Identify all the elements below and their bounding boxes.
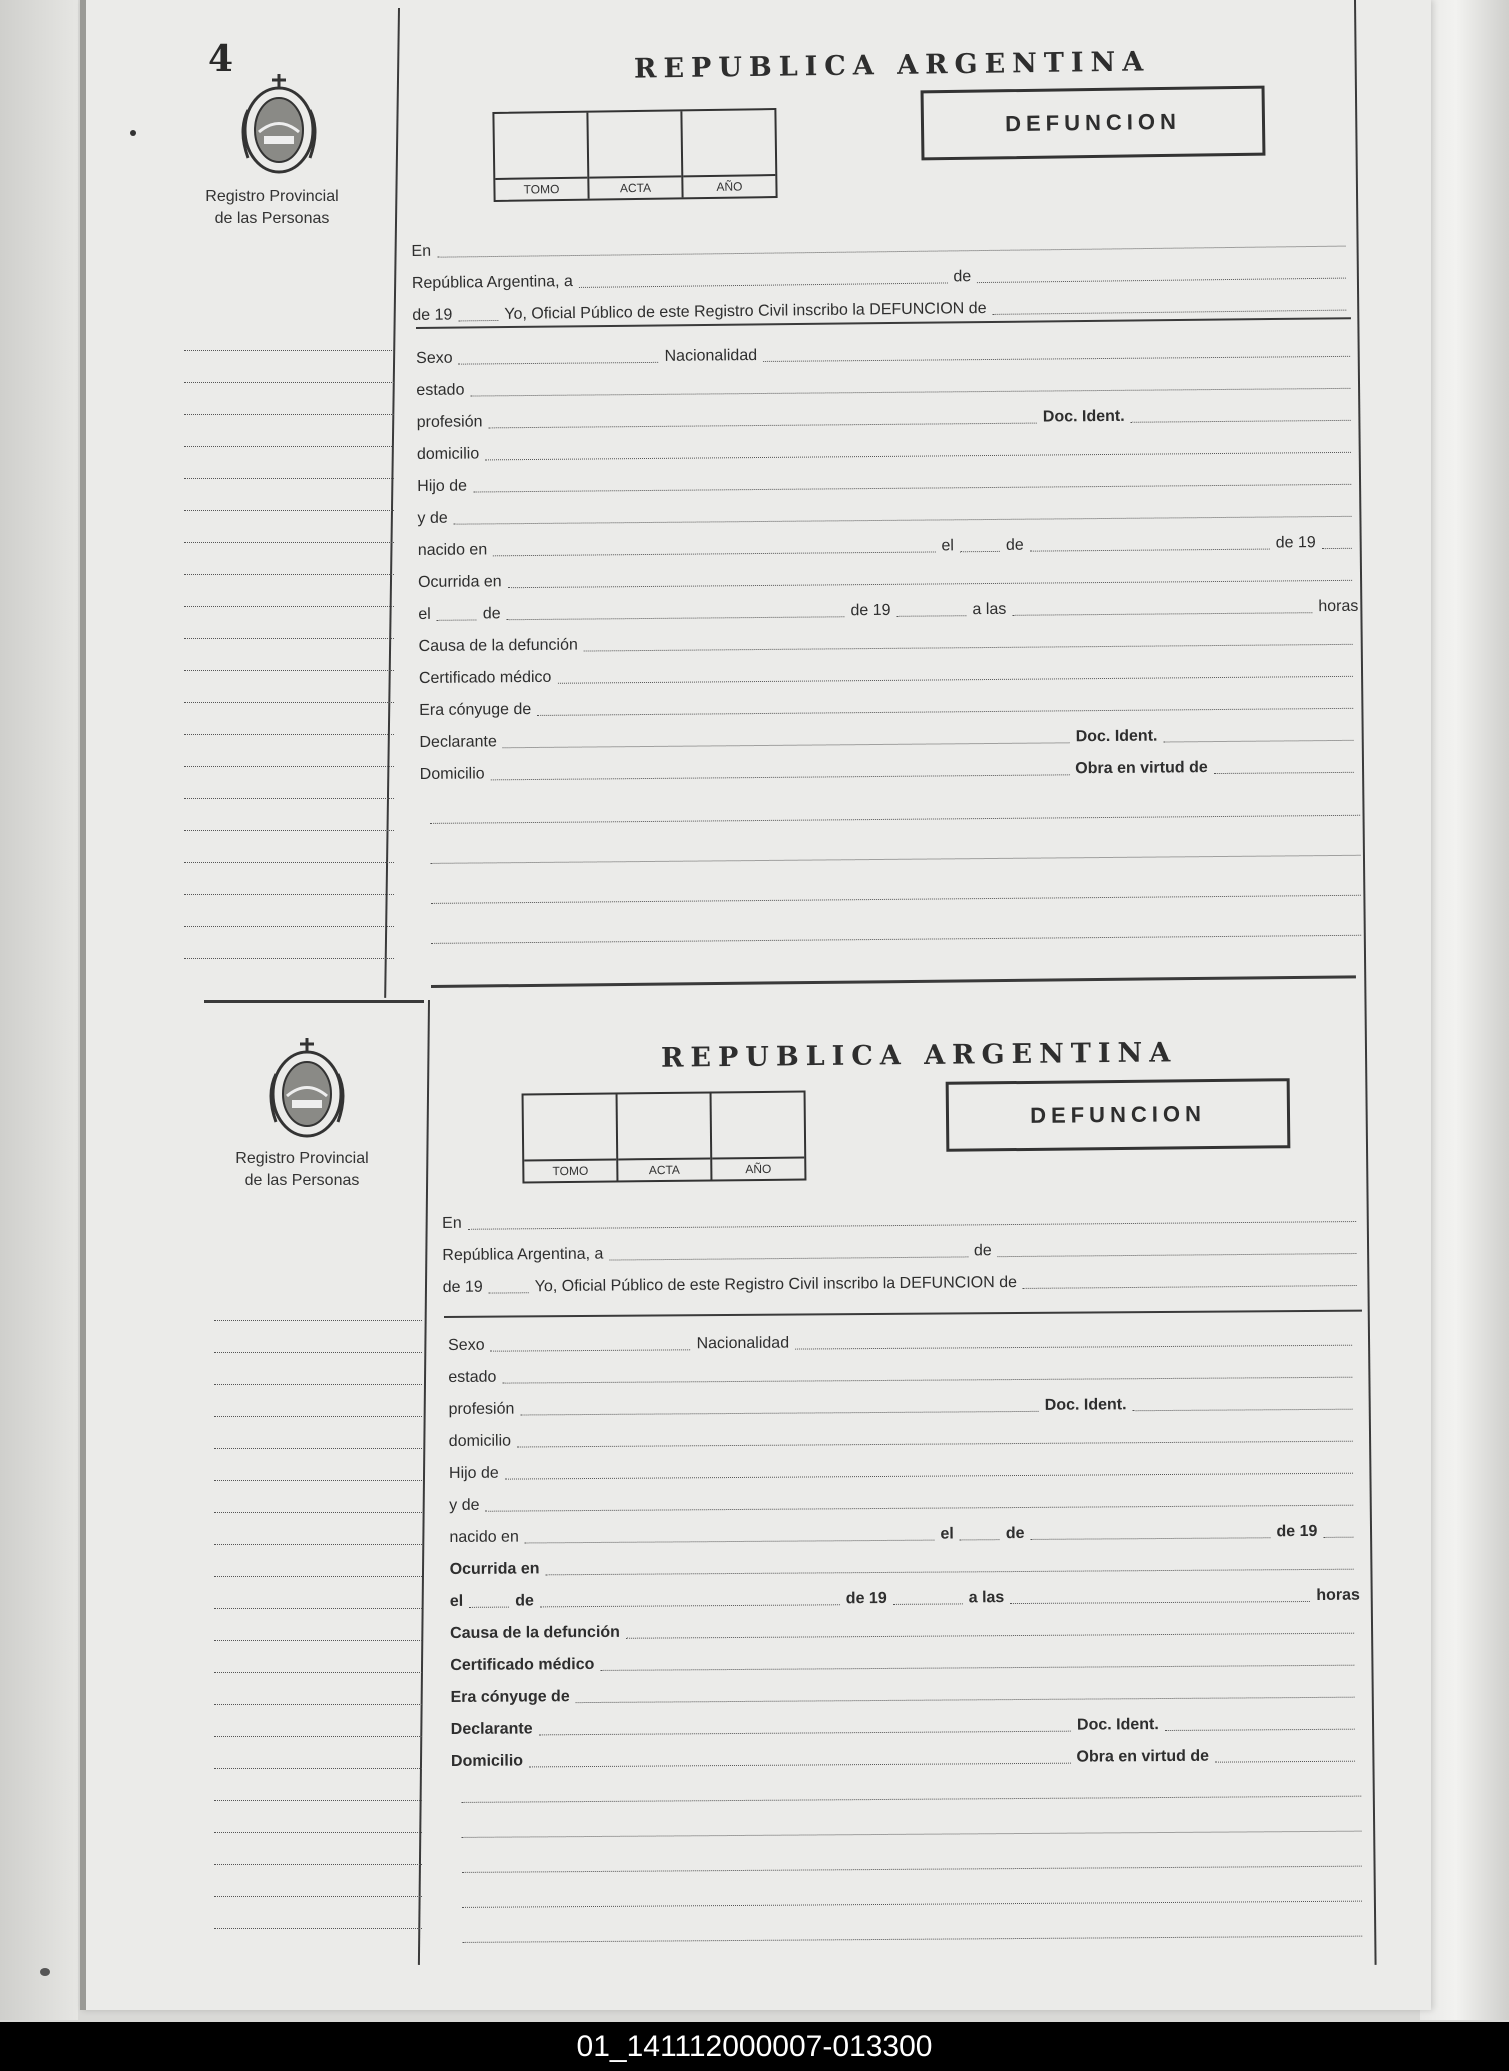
de19-label: de 19: [412, 306, 453, 324]
death-year-blank[interactable]: [893, 1603, 963, 1604]
conyuge-label: Era cónyuge de: [450, 1688, 570, 1706]
domicilio-row[interactable]: [449, 1422, 1359, 1452]
nacionalidad-blank[interactable]: [763, 356, 1350, 362]
hour-blank[interactable]: [1012, 612, 1312, 616]
book-spine-left: [0, 0, 78, 2020]
profesion-row[interactable]: [448, 1390, 1358, 1420]
margin-line[interactable]: [214, 1320, 422, 1321]
page-number: 4: [208, 38, 234, 80]
page-stack-right: [1420, 0, 1509, 2020]
el-label-2: el: [418, 605, 431, 623]
profesion-blank[interactable]: [520, 1411, 1038, 1416]
volume-record-table: [492, 108, 777, 202]
country-title: REPUBLICA ARGENTINA: [660, 1037, 1178, 1074]
birth-month-blank[interactable]: [1030, 549, 1270, 552]
margin-line[interactable]: [184, 830, 394, 831]
tomo-label: TOMO: [495, 177, 587, 200]
anio-cell[interactable]: [682, 110, 775, 197]
margin-line[interactable]: [184, 350, 394, 351]
conyuge-row[interactable]: [419, 689, 1359, 721]
date-row[interactable]: [412, 259, 1352, 294]
margin-line[interactable]: [214, 1864, 422, 1865]
margin-line[interactable]: [214, 1576, 422, 1577]
declarante-label: Declarante: [450, 1720, 533, 1738]
el-label-2: el: [449, 1592, 464, 1610]
note-line[interactable]: [462, 1901, 1362, 1908]
de19-label-2: de 19: [850, 601, 891, 620]
margin-line[interactable]: [184, 510, 394, 511]
horas-label: horas: [1318, 597, 1359, 616]
registry-label: [172, 186, 372, 230]
note-line[interactable]: [430, 815, 1360, 824]
de-label: de: [1005, 1524, 1025, 1543]
margin-line[interactable]: [184, 446, 394, 447]
date-day-blank[interactable]: [579, 282, 948, 288]
margin-line[interactable]: [214, 1448, 422, 1449]
right-border: [1354, 0, 1377, 1965]
margin-line[interactable]: [214, 1608, 422, 1609]
date-row[interactable]: [442, 1234, 1362, 1266]
el-label: el: [941, 537, 955, 555]
record-type-box: DEFUNCION: [921, 86, 1266, 161]
el-label: el: [940, 1525, 954, 1543]
doc-ident-blank[interactable]: [1131, 420, 1351, 423]
nacido-en-label: nacido en: [417, 541, 488, 559]
sexo-row[interactable]: [448, 1326, 1358, 1356]
margin-line[interactable]: [184, 638, 394, 639]
hour-blank[interactable]: [1010, 1601, 1310, 1604]
causa-blank[interactable]: [626, 1633, 1354, 1639]
registry-line-1: Registro Provincial: [235, 1150, 369, 1167]
domicilio-blank[interactable]: [517, 1441, 1353, 1448]
profesion-row[interactable]: [417, 401, 1357, 433]
tomo-cell[interactable]: [524, 1094, 619, 1181]
sexo-blank[interactable]: [459, 362, 659, 365]
margin-line[interactable]: [214, 1352, 422, 1353]
nacido-row[interactable]: [418, 529, 1358, 561]
conyuge-label: Era cónyuge de: [419, 701, 532, 719]
registry-label: [202, 1148, 402, 1192]
statement-row[interactable]: [443, 1266, 1363, 1298]
margin-line[interactable]: [184, 574, 394, 575]
estado-label: estado: [448, 1368, 497, 1386]
de-19-label: de 19: [1275, 534, 1316, 552]
certificado-blank[interactable]: [557, 676, 1352, 684]
registry-line-2: de las Personas: [214, 210, 330, 227]
nacionalidad-label: Nacionalidad: [696, 1334, 790, 1353]
note-line[interactable]: [462, 1831, 1362, 1838]
causa-label: Causa de la defunción: [450, 1623, 620, 1642]
margin-line[interactable]: [184, 478, 394, 479]
ink-mark: [40, 1968, 50, 1976]
estado-blank[interactable]: [502, 1377, 1352, 1384]
death-day-blank[interactable]: [437, 619, 477, 620]
birth-year-blank[interactable]: [1323, 1537, 1353, 1538]
doc-ident-blank-2[interactable]: [1165, 1729, 1355, 1731]
margin-line[interactable]: [184, 894, 394, 895]
a-las-label: a las: [972, 600, 1007, 619]
horas-label: horas: [1316, 1586, 1360, 1604]
margin-line[interactable]: [184, 766, 394, 767]
tomo-cell[interactable]: [494, 113, 589, 200]
margin-line[interactable]: [214, 1928, 422, 1929]
declarante-row[interactable]: [451, 1710, 1361, 1740]
statement-text: Yo, Oficial Público de este Registro Civil inscribo la DEFUNCION de: [504, 299, 987, 323]
margin-line[interactable]: [214, 1736, 422, 1737]
ocurrida-en-label: Ocurrida en: [417, 573, 502, 591]
note-line[interactable]: [431, 895, 1361, 904]
acta-cell[interactable]: [618, 1093, 713, 1180]
margin-rule-bottom: [418, 1000, 430, 1965]
de-label-2: de: [482, 605, 501, 623]
domicilio-label-2: Domicilio: [450, 1752, 524, 1770]
deceased-name-blank[interactable]: [993, 310, 1347, 315]
doc-ident-blank[interactable]: [1133, 1409, 1353, 1412]
de19-label-2: de 19: [845, 1589, 887, 1608]
margin-line[interactable]: [184, 542, 394, 543]
anio-label: AÑO: [683, 174, 775, 197]
mother-blank[interactable]: [454, 516, 1352, 525]
mother-blank[interactable]: [485, 1505, 1353, 1512]
margin-line[interactable]: [214, 1544, 422, 1545]
country-title: REPUBLICA ARGENTINA: [633, 46, 1151, 85]
de-19-label: de 19: [1276, 1522, 1318, 1541]
sexo-label: Sexo: [448, 1336, 485, 1354]
doc-ident-label: Doc. Ident.: [1044, 1396, 1127, 1414]
death-month-blank[interactable]: [540, 1604, 840, 1607]
margin-line[interactable]: [214, 1672, 422, 1673]
obra-label: Obra en virtud de: [1075, 759, 1208, 778]
domicilio2-row[interactable]: [420, 753, 1360, 785]
causa-row[interactable]: [450, 1614, 1360, 1644]
causa-label: Causa de la defunción: [418, 636, 578, 655]
death-year-blank[interactable]: [897, 615, 967, 617]
coat-of-arms-icon: [262, 1034, 352, 1146]
hijo-row[interactable]: [449, 1454, 1359, 1484]
volume-record-table: [522, 1091, 807, 1184]
estado-row[interactable]: [416, 369, 1356, 401]
acta-cell[interactable]: [588, 111, 683, 198]
deceased-name-blank[interactable]: [1023, 1285, 1357, 1289]
y-de-row[interactable]: [417, 497, 1357, 529]
certificado-row[interactable]: [450, 1646, 1360, 1676]
margin-line[interactable]: [214, 1832, 422, 1833]
margin-line[interactable]: [184, 926, 394, 927]
causa-blank[interactable]: [584, 644, 1353, 652]
margin-line[interactable]: [214, 1416, 422, 1417]
certificado-label: Certificado médico: [450, 1655, 595, 1674]
certificado-label: Certificado médico: [418, 668, 552, 687]
margin-line[interactable]: [214, 1384, 422, 1385]
profesion-blank[interactable]: [489, 423, 1037, 429]
ocurrida-row[interactable]: [418, 561, 1358, 593]
statement-text: Yo, Oficial Público de este Registro Civil inscribo la DEFUNCION de: [534, 1273, 1018, 1296]
sexo-blank[interactable]: [491, 1349, 691, 1351]
conyuge-blank[interactable]: [537, 708, 1353, 716]
de19-label: de 19: [442, 1278, 483, 1296]
margin-line[interactable]: [184, 606, 394, 607]
birth-month-blank[interactable]: [1031, 1537, 1271, 1540]
death-place-blank[interactable]: [508, 580, 1352, 588]
note-line[interactable]: [461, 1796, 1361, 1803]
profesion-label: profesión: [448, 1400, 515, 1418]
hijo-de-label: Hijo de: [448, 1464, 499, 1482]
margin-line[interactable]: [184, 862, 394, 863]
date-month-blank[interactable]: [998, 1253, 1357, 1257]
date-day-blank[interactable]: [609, 1256, 968, 1260]
declarante-label: Declarante: [419, 733, 497, 751]
doc-ident-label: Doc. Ident.: [1042, 407, 1125, 426]
domicilio-blank[interactable]: [485, 452, 1351, 461]
birthplace-blank[interactable]: [493, 551, 935, 556]
margin-line[interactable]: [214, 1480, 422, 1481]
note-line[interactable]: [462, 1866, 1362, 1873]
ink-dot: [130, 130, 136, 136]
doc-ident-label-2: Doc. Ident.: [1076, 1716, 1159, 1734]
domicilio-label: domicilio: [448, 1432, 512, 1450]
anio-label: AÑO: [712, 1157, 804, 1180]
acta-label: ACTA: [618, 1158, 710, 1181]
margin-line[interactable]: [184, 382, 394, 383]
nacionalidad-label: Nacionalidad: [664, 347, 758, 365]
place-row[interactable]: [442, 1202, 1362, 1234]
death-day-blank[interactable]: [469, 1607, 509, 1608]
registry-line-2: de las Personas: [244, 1172, 360, 1189]
y-de-row[interactable]: [449, 1486, 1359, 1516]
margin-line[interactable]: [214, 1640, 422, 1641]
tomo-label: TOMO: [524, 1159, 616, 1182]
note-line[interactable]: [431, 935, 1361, 944]
birthplace-blank[interactable]: [525, 1540, 935, 1544]
register-page: [80, 0, 1431, 2010]
anio-cell[interactable]: [712, 1093, 805, 1180]
doc-ident-blank-2[interactable]: [1163, 740, 1353, 743]
image-id-footer: 01_141112000007-013300: [0, 2022, 1509, 2071]
margin-line[interactable]: [184, 734, 394, 735]
father-blank[interactable]: [505, 1473, 1353, 1480]
conyuge-blank[interactable]: [576, 1697, 1355, 1703]
date-month-blank[interactable]: [977, 278, 1346, 284]
margin-line[interactable]: [214, 1800, 422, 1801]
de-label: de: [953, 268, 972, 286]
declarante-blank[interactable]: [539, 1731, 1071, 1736]
margin-line[interactable]: [214, 1768, 422, 1769]
domicilio-label-2: Domicilio: [419, 765, 485, 783]
domicilio-blank-2[interactable]: [491, 774, 1070, 780]
margin-line[interactable]: [184, 958, 394, 959]
obra-blank[interactable]: [1214, 772, 1354, 774]
domicilio-label: domicilio: [416, 445, 480, 463]
acta-label: ACTA: [589, 175, 681, 198]
margin-line[interactable]: [184, 670, 394, 671]
estado-row[interactable]: [448, 1358, 1358, 1388]
birth-year-blank[interactable]: [1322, 548, 1352, 549]
y-de-label: y de: [449, 1496, 480, 1514]
certificado-blank[interactable]: [600, 1665, 1354, 1671]
de-label-2: de: [515, 1592, 534, 1610]
de-label: de: [1005, 536, 1024, 554]
certificado-row[interactable]: [419, 657, 1359, 689]
nacionalidad-blank[interactable]: [795, 1345, 1352, 1350]
obra-blank[interactable]: [1215, 1761, 1355, 1763]
note-line[interactable]: [462, 1936, 1362, 1943]
registry-line-1: Registro Provincial: [205, 188, 339, 205]
sexo-row[interactable]: [416, 337, 1356, 369]
death-place-blank[interactable]: [546, 1569, 1354, 1576]
death-month-blank[interactable]: [507, 616, 845, 620]
domicilio-blank-2[interactable]: [529, 1763, 1071, 1768]
place-row[interactable]: [411, 227, 1351, 262]
place-blank[interactable]: [437, 246, 1345, 258]
estado-label: estado: [416, 381, 465, 399]
hijo-de-label: Hijo de: [417, 477, 468, 495]
margin-line[interactable]: [214, 1896, 422, 1897]
place-blank[interactable]: [468, 1221, 1356, 1230]
birth-day-blank[interactable]: [960, 1539, 1000, 1540]
section-divider-right: [431, 975, 1356, 988]
declarante-row[interactable]: [419, 721, 1359, 753]
en-label: En: [411, 242, 432, 260]
margin-line[interactable]: [184, 798, 394, 799]
birth-day-blank[interactable]: [960, 551, 1000, 552]
estado-blank[interactable]: [470, 388, 1350, 397]
obra-label: Obra en virtud de: [1076, 1747, 1210, 1766]
domicilio-row[interactable]: [417, 433, 1357, 465]
note-line[interactable]: [431, 855, 1361, 864]
preamble-divider: [444, 1310, 1362, 1318]
causa-row[interactable]: [419, 625, 1359, 657]
father-blank[interactable]: [473, 484, 1351, 493]
en-label: En: [442, 1214, 462, 1232]
a-las-label: a las: [968, 1589, 1005, 1607]
record-type-box: DEFUNCION: [946, 1078, 1291, 1152]
y-de-label: y de: [417, 509, 448, 527]
margin-line[interactable]: [184, 702, 394, 703]
margin-rule-top: [384, 8, 400, 998]
margin-line[interactable]: [214, 1704, 422, 1705]
hijo-row[interactable]: [417, 465, 1357, 497]
nacido-en-label: nacido en: [449, 1528, 519, 1546]
declarante-blank[interactable]: [503, 742, 1070, 748]
doc-ident-label-2: Doc. Ident.: [1075, 727, 1158, 746]
conyuge-row[interactable]: [450, 1678, 1360, 1708]
margin-line[interactable]: [184, 414, 394, 415]
margin-line[interactable]: [214, 1512, 422, 1513]
republica-label: República Argentina, a: [442, 1245, 604, 1264]
year-blank[interactable]: [489, 1292, 529, 1293]
sexo-label: Sexo: [416, 349, 453, 367]
profesion-label: profesión: [416, 413, 483, 431]
republica-label: República Argentina, a: [411, 273, 573, 292]
death-date-row[interactable]: [450, 1582, 1360, 1612]
fields-block: [448, 1326, 1360, 1770]
ocurrida-en-label: Ocurrida en: [449, 1560, 540, 1578]
nacido-row[interactable]: [449, 1518, 1359, 1548]
ocurrida-row[interactable]: [450, 1550, 1360, 1580]
domicilio2-row[interactable]: [451, 1742, 1361, 1772]
coat-of-arms-icon: [234, 70, 324, 182]
section-divider-left: [204, 1000, 424, 1003]
year-blank[interactable]: [458, 320, 498, 321]
death-date-row[interactable]: [418, 593, 1358, 625]
de-label: de: [973, 1242, 992, 1260]
fields-block: [416, 337, 1359, 783]
